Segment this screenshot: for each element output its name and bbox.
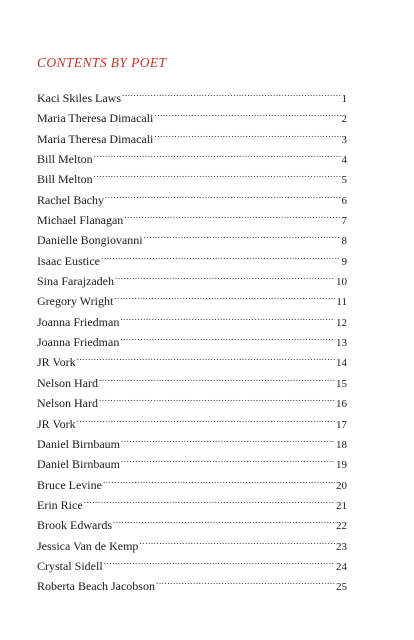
page-number: 8 [341, 235, 347, 248]
poet-name: Michael Flanagan [37, 213, 124, 228]
dot-leader [103, 469, 335, 489]
page-number: 12 [336, 316, 347, 329]
page-number: 5 [341, 174, 347, 187]
poet-name: Maria Theresa Dimacali [37, 111, 154, 126]
poet-name: Roberta Beach Jacobson [37, 579, 155, 594]
toc-entry [37, 408, 347, 431]
page-number: 18 [336, 438, 347, 451]
dot-leader [94, 163, 341, 183]
poet-name: Crystal Sidell [37, 558, 103, 573]
poet-name: Daniel Birnbaum [37, 457, 120, 472]
dot-leader [121, 428, 335, 448]
dot-leader [124, 204, 340, 224]
page-number: 25 [336, 581, 347, 594]
poet-name: Isaac Eustice [37, 253, 100, 268]
page-number: 11 [336, 296, 347, 309]
page-number: 6 [341, 194, 347, 207]
page-number: 14 [336, 357, 347, 370]
dot-leader [154, 123, 340, 143]
toc-entry [37, 489, 347, 512]
page-number: 1 [341, 93, 347, 105]
page-number: 17 [336, 418, 347, 431]
poet-name: Brook Edwards [37, 518, 112, 533]
dot-leader [156, 570, 335, 590]
poet-name: Nelson Hard [37, 375, 98, 390]
dot-leader [154, 102, 340, 122]
page-number: 2 [341, 113, 347, 126]
dot-leader [84, 489, 335, 509]
dot-leader [120, 306, 335, 326]
page-number: 24 [336, 560, 347, 573]
page-number: 22 [336, 520, 347, 533]
poet-name: Sina Farajzadeh [37, 274, 114, 289]
poet-name: Danielle Bongiovanni [37, 233, 143, 248]
poet-name: Bruce Levine [37, 477, 102, 492]
poet-name: Erin Rice [37, 497, 83, 512]
page-number: 21 [336, 499, 347, 512]
page-number: 19 [336, 459, 347, 472]
page-number: 9 [341, 255, 347, 268]
toc-entry [37, 367, 347, 390]
page-number: 16 [336, 398, 347, 411]
poet-name: Joanna Friedman [37, 314, 120, 329]
dot-leader [122, 82, 341, 102]
page-number: 10 [336, 276, 347, 289]
poet-name: Kaci Skiles Laws [37, 91, 121, 105]
dot-leader [105, 184, 341, 204]
page-number: 23 [336, 540, 347, 553]
poet-name: Gregory Wright [37, 294, 114, 309]
poet-name: Bill Melton [37, 152, 93, 167]
dot-leader [121, 448, 335, 468]
poet-name: Jessica Van de Kemp [37, 538, 139, 553]
toc-entry [37, 346, 347, 370]
dot-leader [104, 550, 335, 570]
page-number: 13 [336, 337, 347, 350]
toc-entry [37, 82, 347, 105]
toc-entry [37, 509, 347, 533]
contents-heading: CONTENTS BY POET [37, 55, 167, 70]
dot-leader [144, 224, 341, 244]
page-number: 15 [336, 377, 347, 390]
poet-name: Nelson Hard [37, 396, 98, 411]
page-number: 4 [341, 154, 347, 167]
dot-leader [120, 326, 335, 346]
dot-leader [99, 367, 335, 387]
dot-leader [115, 265, 335, 285]
poet-name: Maria Theresa Dimacali [37, 131, 154, 146]
poet-name: JR Vork [37, 355, 76, 370]
poet-name: Bill Melton [37, 172, 93, 187]
dot-leader [99, 387, 335, 407]
dot-leader [101, 245, 341, 265]
poet-name: Rachel Bachy [37, 192, 104, 207]
dot-leader [139, 530, 335, 550]
poet-name: Joanna Friedman [37, 335, 120, 350]
page-number: 3 [341, 133, 347, 146]
poet-name: Daniel Birnbaum [37, 436, 120, 451]
dot-leader [114, 285, 335, 305]
dot-leader [113, 509, 335, 529]
poet-name: JR Vork [37, 416, 76, 431]
toc-entry [37, 428, 347, 451]
page-number: 7 [341, 215, 347, 228]
dot-leader [94, 143, 341, 163]
dot-leader [77, 346, 335, 366]
table-of-contents [37, 82, 347, 594]
page-number: 20 [336, 479, 347, 492]
dot-leader [77, 408, 335, 428]
